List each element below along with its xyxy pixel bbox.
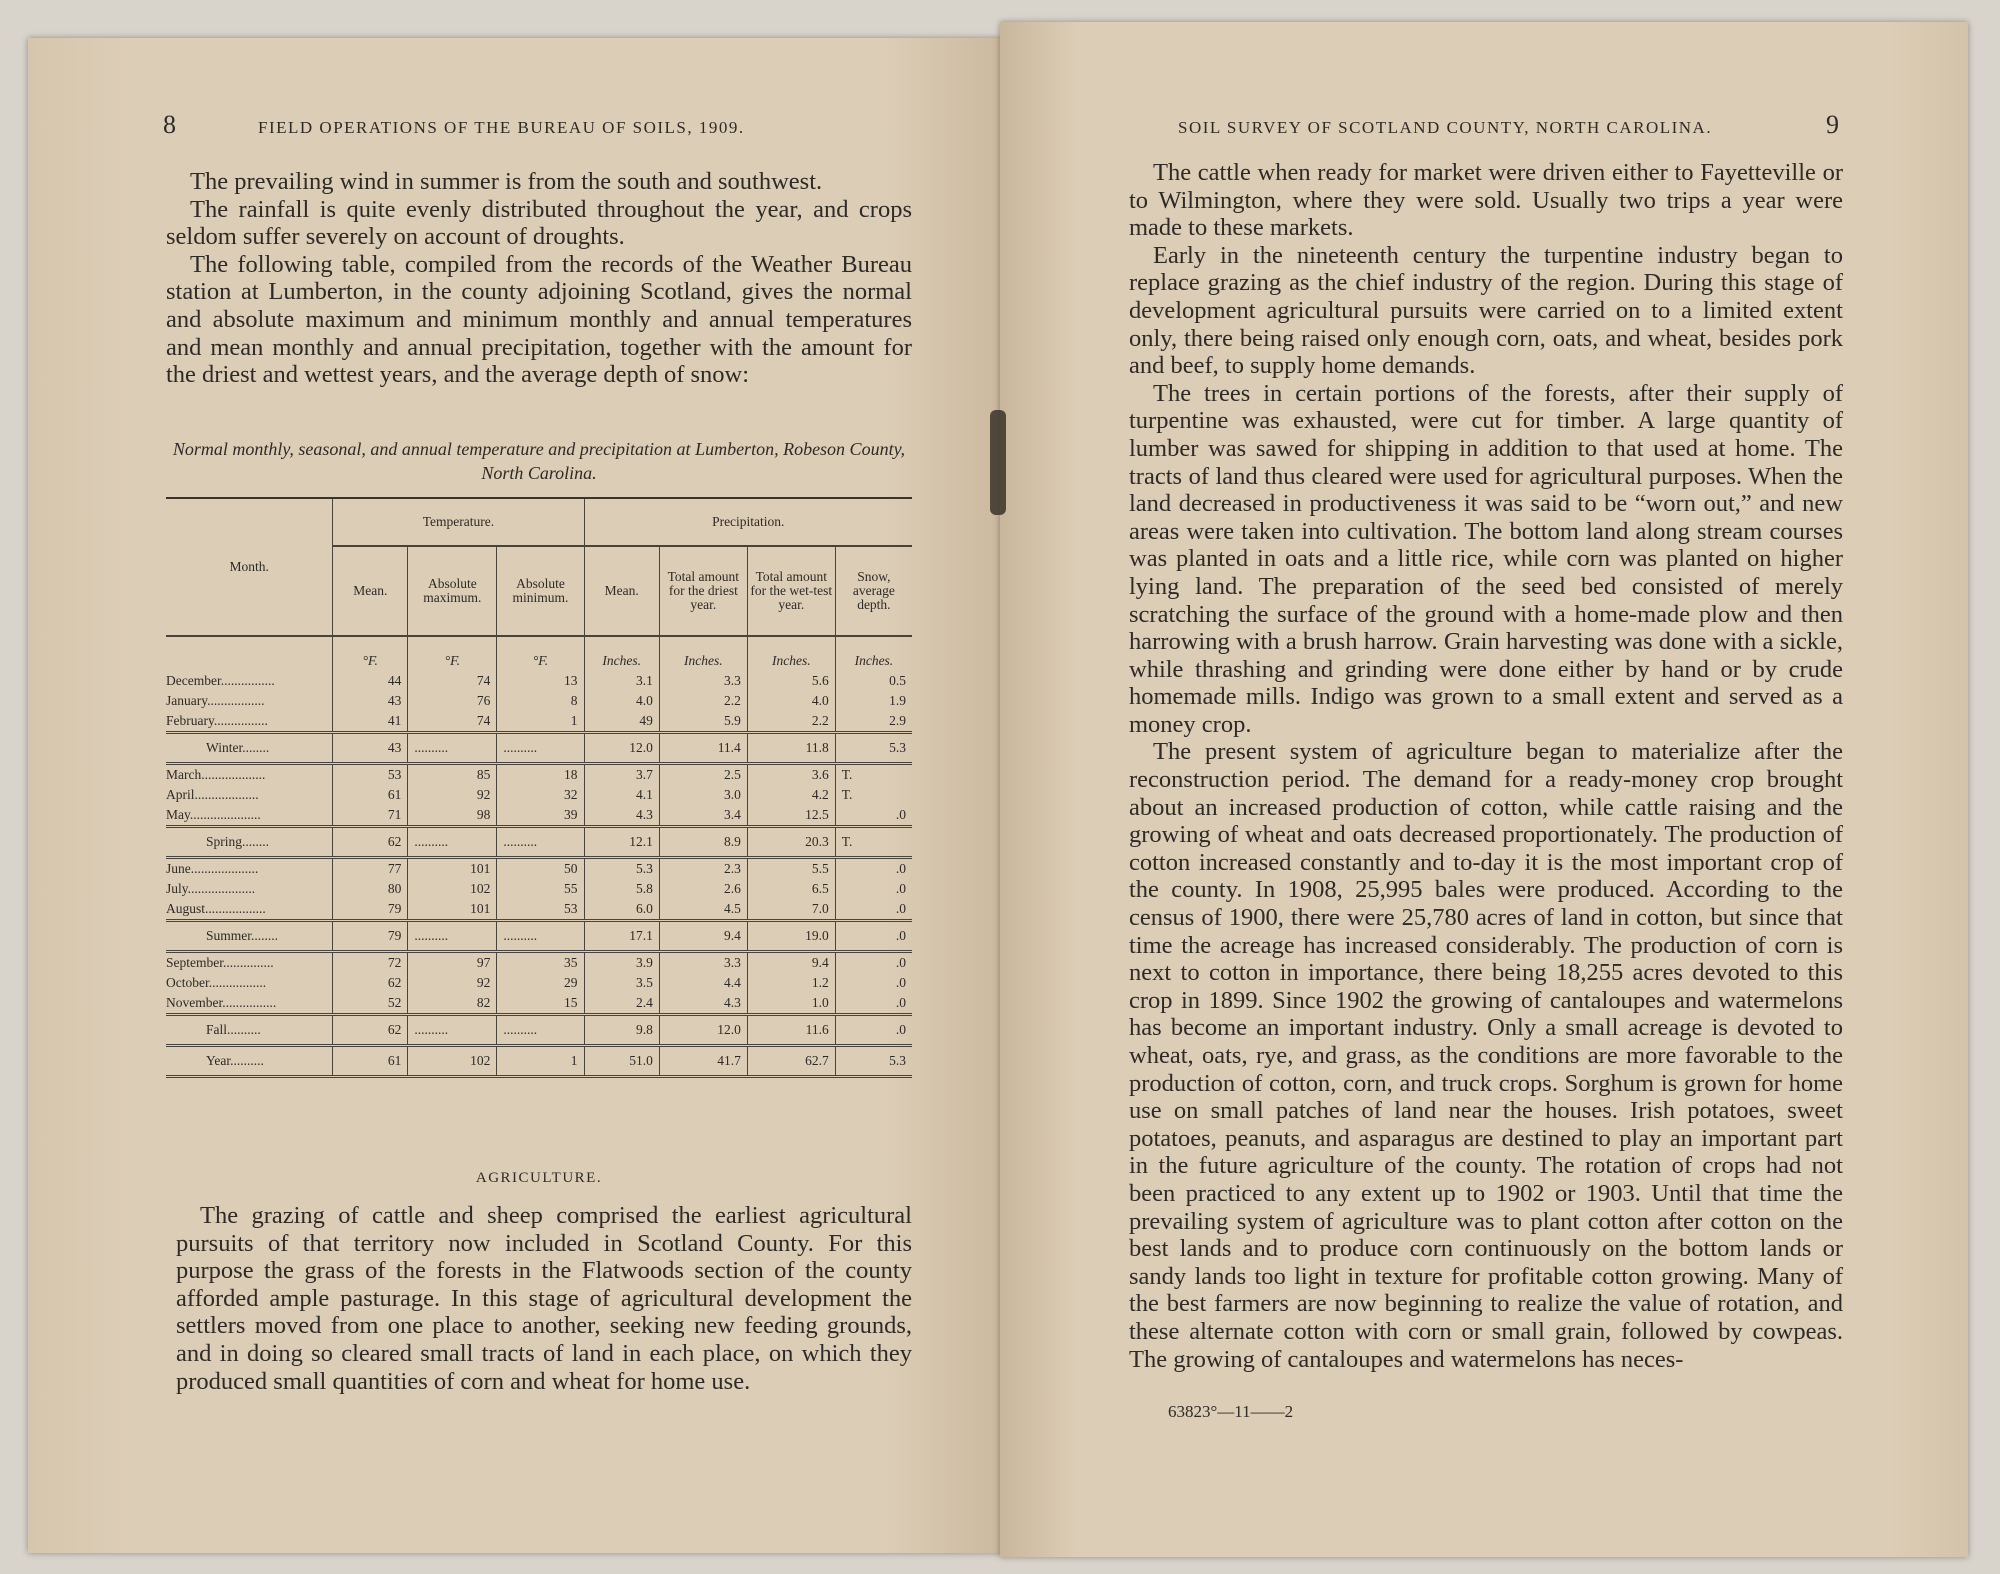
value-cell: 62 [333, 973, 408, 993]
leader-dots: ................ [213, 713, 268, 728]
value-cell: 11.6 [747, 1015, 835, 1046]
leader-dots: ........ [251, 928, 279, 943]
value-cell: 52 [333, 993, 408, 1015]
leader-dots: ..................... [189, 807, 261, 822]
table-row [166, 899, 912, 921]
leader-dots: .................... [190, 861, 259, 876]
value-cell: 5.9 [659, 711, 747, 733]
value-cell: 3.3 [659, 671, 747, 691]
table-row [166, 691, 912, 711]
row-label: August [166, 901, 206, 916]
value-cell: .......... [497, 733, 584, 764]
value-cell: .......... [408, 1015, 497, 1046]
value-cell: 8.9 [659, 827, 747, 858]
value-cell: 4.1 [584, 785, 659, 805]
value-cell: 18 [497, 764, 584, 786]
month-cell [166, 785, 333, 805]
temperature-header: Temperature. [333, 498, 584, 546]
value-cell: 12.1 [584, 827, 659, 858]
value-cell: 35 [497, 952, 584, 974]
table-row [166, 785, 912, 805]
value-cell: .0 [835, 879, 912, 899]
value-cell: 2.6 [659, 879, 747, 899]
value-cell: 71 [333, 805, 408, 827]
unit-cell: °F. [408, 636, 497, 671]
value-cell: .0 [835, 1015, 912, 1046]
leader-dots: ................... [194, 787, 259, 802]
month-cell [166, 671, 333, 691]
value-cell: 6.0 [584, 899, 659, 921]
value-cell: 1.9 [835, 691, 912, 711]
value-cell: 79 [333, 899, 408, 921]
month-cell [166, 1046, 333, 1077]
value-cell: T. [835, 764, 912, 786]
row-label: Winter [206, 740, 243, 755]
paragraph: The present system of agriculture began to materialize after the reconstruction period. The demand for a ready-money crop brought about an increased production of cotton, while cattle raising and the growing of wheat and oats decreased proportionately. The production of cotton increased constantly and to-day it is the most important crop of the county. In 1908, 25,995 bales were produced. According to the census of 1900, there were 25,780 acres of land in cotton, but since that time the acreage has increased considerably. The production of corn is next to cotton in importance, there being 18,255 acres devoted to this crop in 1899. Since 1902 the growing of cantaloupes and watermelons has become an important industry. Only a small acreage is devoted to wheat, oats, rye, and grass, as the conditions are more favorable to the production of cotton, corn, and truck crops. Sorghum is grown for home use on small patches of land near the houses. Irish potatoes, sweet potatoes, peanuts, and asparagus are destined to play an important part in the future agriculture of the county. The rotation of crops had not been practiced to any extent up to 1902 or 1903. Until that time the prevailing system of agriculture was to plant cotton after cotton on the best lands and to produce corn continuously on the bottom lands or sandy lands too light in texture for profitable cotton growing. Many of the best farmers are now beginning to realize the value of rotation, and these alternate cotton with corn or small grain, followed by cowpeas. The growing of cantaloupes and watermelons has neces- [1129, 738, 1843, 1373]
value-cell: 7.0 [747, 899, 835, 921]
table-row [166, 993, 912, 1015]
value-cell: 97 [408, 952, 497, 974]
value-cell: 43 [333, 733, 408, 764]
month-cell [166, 764, 333, 786]
value-cell: 3.4 [659, 805, 747, 827]
value-cell: 50 [497, 858, 584, 880]
month-cell [166, 733, 333, 764]
value-cell: 4.3 [584, 805, 659, 827]
value-cell: 2.3 [659, 858, 747, 880]
value-cell: 3.5 [584, 973, 659, 993]
table-row [166, 671, 912, 691]
value-cell: 5.6 [747, 671, 835, 691]
value-cell: .0 [835, 805, 912, 827]
month-cell [166, 711, 333, 733]
value-cell: 3.6 [747, 764, 835, 786]
paragraph: The rainfall is quite evenly distributed throughout the year, and crops seldom suffer severely on account of droughts. [166, 195, 912, 251]
value-cell: 12.5 [747, 805, 835, 827]
month-cell [166, 858, 333, 880]
value-cell: 3.7 [584, 764, 659, 786]
unit-cell: °F. [333, 636, 408, 671]
value-cell: .0 [835, 921, 912, 952]
row-label: April [166, 787, 195, 802]
value-cell: 92 [408, 785, 497, 805]
row-label: Year [206, 1053, 231, 1068]
value-cell: .0 [835, 993, 912, 1015]
table-row [166, 805, 912, 827]
running-head-left: FIELD OPERATIONS OF THE BUREAU OF SOILS, 1909. [258, 118, 745, 137]
section-heading: AGRICULTURE. [475, 1170, 603, 1186]
table-row [166, 1046, 912, 1077]
value-cell: 92 [408, 973, 497, 993]
value-cell: 4.0 [747, 691, 835, 711]
value-cell: 5.5 [747, 858, 835, 880]
value-cell: 43 [333, 691, 408, 711]
value-cell: .0 [835, 899, 912, 921]
value-cell: 53 [497, 899, 584, 921]
page-number-left: 8 [163, 110, 176, 139]
row-label: March [166, 767, 202, 782]
table-row [166, 973, 912, 993]
value-cell: 39 [497, 805, 584, 827]
value-cell: 4.5 [659, 899, 747, 921]
value-cell: 80 [333, 879, 408, 899]
value-cell: 15 [497, 993, 584, 1015]
units-row [166, 636, 912, 671]
value-cell: T. [835, 785, 912, 805]
leader-dots: ................ [222, 995, 277, 1010]
value-cell: .0 [835, 952, 912, 974]
value-cell: 3.0 [659, 785, 747, 805]
paragraph: The grazing of cattle and sheep comprised the earliest agricultural pursuits of that territory now included in Scotland County. For this purpose the grass of the forests in the Flatwoods section of the county afforded ample pasturage. In this stage of agricultural development the settlers moved from one place to another, seeking new feeding grounds, and in doing so cleared small tracts of land in each place, on which they produced small quantities of corn and wheat for home use. [176, 1202, 912, 1395]
paragraph: Early in the nineteenth century the turpentine industry began to replace grazing as the chief industry of the region. During this stage of development agricultural pursuits were carried on to a limited extent only, there being raised only enough corn, oats, and wheat, besides pork and beef, to supply home demands. [1129, 241, 1843, 380]
month-header: Month. [166, 498, 333, 636]
row-label: July [166, 881, 188, 896]
value-cell: 2.2 [747, 711, 835, 733]
value-cell: 3.1 [584, 671, 659, 691]
column-header: Absolute maximum. [408, 546, 497, 636]
value-cell: 1.2 [747, 973, 835, 993]
row-label: February [166, 713, 214, 728]
value-cell: .......... [497, 1015, 584, 1046]
table-row [166, 711, 912, 733]
value-cell: 2.5 [659, 764, 747, 786]
leader-dots: ................. [207, 693, 265, 708]
row-label: Summer [206, 928, 252, 943]
row-label: September [166, 955, 223, 970]
value-cell: 5.8 [584, 879, 659, 899]
value-cell: 5.3 [835, 1046, 912, 1077]
value-cell: 85 [408, 764, 497, 786]
table-row [166, 764, 912, 786]
leader-dots: ........ [242, 834, 270, 849]
leader-dots: .................... [187, 881, 256, 896]
value-cell: 62.7 [747, 1046, 835, 1077]
value-cell: 6.5 [747, 879, 835, 899]
value-cell: 102 [408, 879, 497, 899]
value-cell: 51.0 [584, 1046, 659, 1077]
value-cell: 41 [333, 711, 408, 733]
value-cell: .......... [497, 827, 584, 858]
leader-dots: ............... [223, 955, 274, 970]
column-header: Snow, average depth. [835, 546, 912, 636]
value-cell: 44 [333, 671, 408, 691]
agriculture-text [176, 1202, 912, 1395]
book-spine-binding [990, 410, 1006, 515]
value-cell: .......... [408, 827, 497, 858]
value-cell: 77 [333, 858, 408, 880]
value-cell: 5.3 [835, 733, 912, 764]
value-cell: 9.4 [747, 952, 835, 974]
column-header: Mean. [333, 546, 408, 636]
value-cell: 82 [408, 993, 497, 1015]
leader-dots: ........ [242, 740, 270, 755]
value-cell: 98 [408, 805, 497, 827]
paragraph: The cattle when ready for market were driven either to Fayetteville or to Wilmington, where they were sold. Usually two trips a year were made to these markets. [1129, 159, 1843, 242]
value-cell: 0.5 [835, 671, 912, 691]
value-cell: 4.4 [659, 973, 747, 993]
unit-cell: Inches. [835, 636, 912, 671]
leader-dots: .......... [227, 1022, 261, 1037]
page-number-right: 9 [1826, 110, 1839, 139]
value-cell: 8 [497, 691, 584, 711]
column-header: Total amount for the driest year. [659, 546, 747, 636]
value-cell: 72 [333, 952, 408, 974]
value-cell: .......... [497, 921, 584, 952]
signature-mark: 63823°—11——2 [1168, 1402, 1294, 1421]
table-row [166, 733, 912, 764]
row-label: January [166, 693, 208, 708]
value-cell: 17.1 [584, 921, 659, 952]
right-body-text [1129, 159, 1843, 1373]
column-header: Mean. [584, 546, 659, 636]
month-cell [166, 899, 333, 921]
left-intro-text [166, 168, 912, 389]
month-cell [166, 921, 333, 952]
table-row [166, 879, 912, 899]
leader-dots: .................. [205, 901, 266, 916]
unit-cell: Inches. [747, 636, 835, 671]
month-cell [166, 805, 333, 827]
row-label: May [166, 807, 190, 822]
value-cell: 32 [497, 785, 584, 805]
value-cell: 101 [408, 858, 497, 880]
value-cell: 20.3 [747, 827, 835, 858]
row-label: November [166, 995, 223, 1010]
value-cell: 12.0 [659, 1015, 747, 1046]
blank-cell [166, 636, 333, 671]
value-cell: 9.4 [659, 921, 747, 952]
value-cell: 4.2 [747, 785, 835, 805]
value-cell: 5.3 [584, 858, 659, 880]
unit-cell: Inches. [659, 636, 747, 671]
climate-table [166, 497, 912, 1078]
row-label: October [166, 975, 209, 990]
value-cell: 19.0 [747, 921, 835, 952]
value-cell: 11.8 [747, 733, 835, 764]
value-cell: 41.7 [659, 1046, 747, 1077]
value-cell: 74 [408, 711, 497, 733]
value-cell: 55 [497, 879, 584, 899]
table-row [166, 827, 912, 858]
leader-dots: ................. [208, 975, 267, 990]
value-cell: 61 [333, 1046, 408, 1077]
value-cell: 4.0 [584, 691, 659, 711]
value-cell: .0 [835, 858, 912, 880]
value-cell: 4.3 [659, 993, 747, 1015]
value-cell: 9.8 [584, 1015, 659, 1046]
value-cell: 62 [333, 1015, 408, 1046]
value-cell: 102 [408, 1046, 497, 1077]
value-cell: .0 [835, 973, 912, 993]
month-cell [166, 879, 333, 899]
table-row [166, 952, 912, 974]
row-label: Spring [206, 834, 243, 849]
leader-dots: ................ [220, 673, 275, 688]
month-cell [166, 691, 333, 711]
unit-cell: Inches. [584, 636, 659, 671]
value-cell: 101 [408, 899, 497, 921]
value-cell: 1.0 [747, 993, 835, 1015]
paragraph: The prevailing wind in summer is from the south and southwest. [190, 168, 823, 195]
value-cell: 29 [497, 973, 584, 993]
month-cell [166, 973, 333, 993]
table-row [166, 1015, 912, 1046]
column-header: Absolute minimum. [497, 546, 584, 636]
precipitation-header: Precipitation. [584, 498, 912, 546]
value-cell: 3.9 [584, 952, 659, 974]
month-cell [166, 1015, 333, 1046]
leader-dots: ................... [201, 767, 266, 782]
value-cell: 2.2 [659, 691, 747, 711]
table-row [166, 921, 912, 952]
value-cell: 74 [408, 671, 497, 691]
value-cell: 3.3 [659, 952, 747, 974]
value-cell: 62 [333, 827, 408, 858]
value-cell: 1 [497, 1046, 584, 1077]
running-head-right: SOIL SURVEY OF SCOTLAND COUNTY, NORTH CAROLINA. [1178, 118, 1713, 137]
column-header: Total amount for the wet-test year. [747, 546, 835, 636]
unit-cell: °F. [497, 636, 584, 671]
paragraph: The trees in certain portions of the forests, after their supply of turpentine was exhausted, were cut for timber. A large quantity of lumber was sawed for shipping in addition to that used at home. The tracts of land thus cleared were used for agricultural purposes. When the land decreased in productiveness it was said to be “worn out,” and new areas were taken into cultivation. The bottom land along stream courses was planted in oats and a little rice, while corn was planted on higher lying land. The preparation of the seed bed consisted of merely scratching the surface of the ground with a home-made plow and then harrowing with a brush harrow. Grain harvesting was done with a sickle, while thrashing and grinding were done either by hand or by crude homemade mills. Indigo was grown to a small extent and served as a money crop. [1129, 379, 1843, 738]
value-cell: 1 [497, 711, 584, 733]
value-cell: 12.0 [584, 733, 659, 764]
row-label: Fall [206, 1022, 228, 1037]
value-cell: T. [835, 827, 912, 858]
row-label: December [166, 673, 221, 688]
value-cell: 49 [584, 711, 659, 733]
paragraph: The following table, compiled from the records of the Weather Bureau station at Lumberton, in the county adjoining Scotland, gives the normal and absolute maximum and minimum monthly and annual temperatures and mean monthly and annual precipitation, together with the amount for the driest and wettest years, and the average depth of snow: [166, 250, 912, 389]
month-cell [166, 993, 333, 1015]
value-cell: 79 [333, 921, 408, 952]
value-cell: 2.4 [584, 993, 659, 1015]
value-cell: 61 [333, 785, 408, 805]
value-cell: .......... [408, 733, 497, 764]
value-cell: 2.9 [835, 711, 912, 733]
row-label: June [166, 861, 191, 876]
table-caption: Normal monthly, seasonal, and annual temperature and precipitation at Lumberton, Robeson County, North Carolina. [172, 439, 906, 483]
value-cell: 13 [497, 671, 584, 691]
value-cell: 11.4 [659, 733, 747, 764]
month-cell [166, 827, 333, 858]
value-cell: 76 [408, 691, 497, 711]
value-cell: 53 [333, 764, 408, 786]
month-cell [166, 952, 333, 974]
table-row [166, 858, 912, 880]
value-cell: .......... [408, 921, 497, 952]
leader-dots: .......... [230, 1053, 264, 1068]
